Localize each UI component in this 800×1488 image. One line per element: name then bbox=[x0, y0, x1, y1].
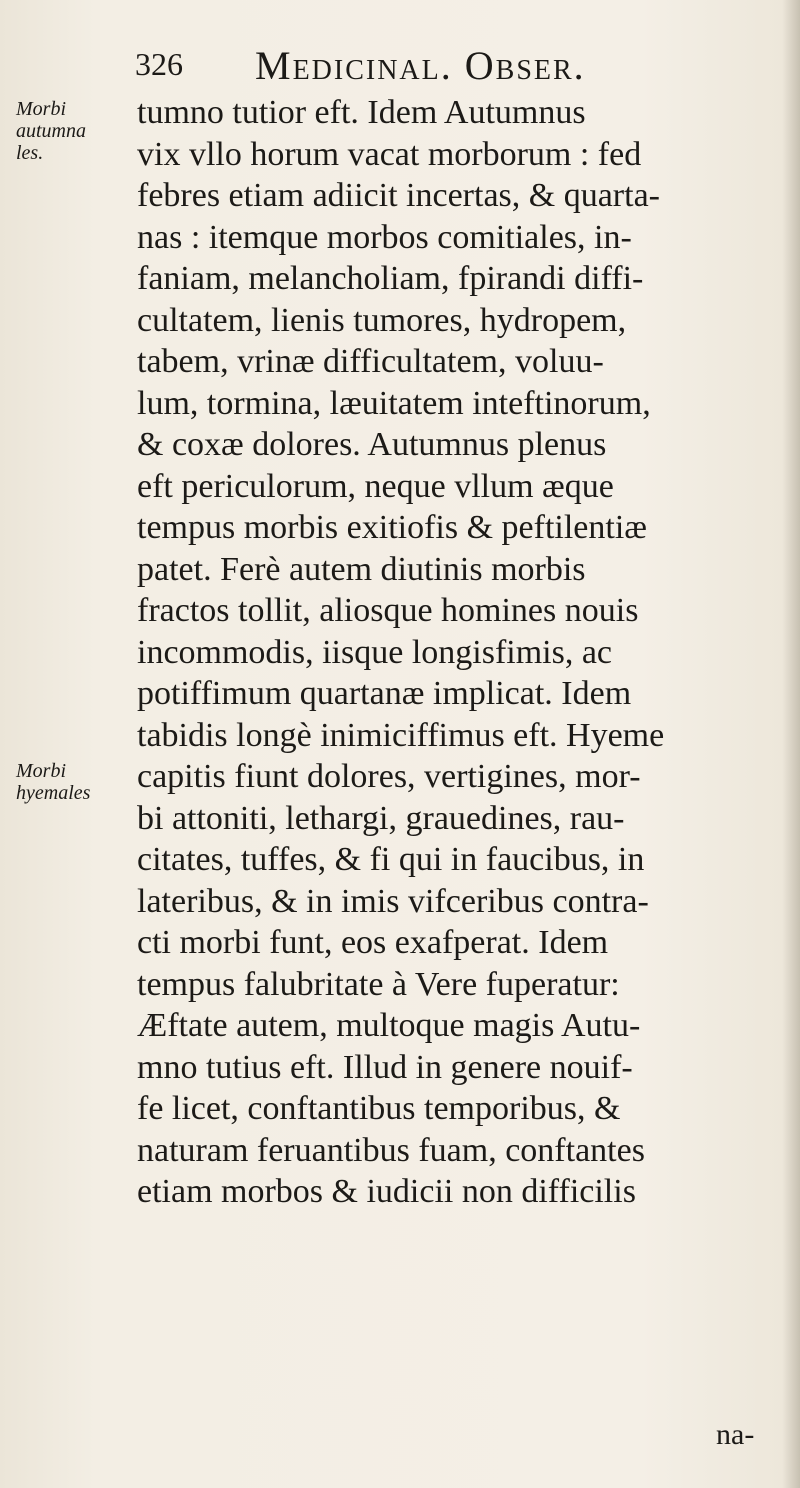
page-header bbox=[135, 40, 775, 96]
margin-note-line: Morbi bbox=[16, 98, 66, 120]
catchword: na- bbox=[716, 1418, 755, 1451]
text-line: tumno tutior eft. Idem Autumnus bbox=[137, 94, 586, 131]
text-line: cti morbi funt, eos exafperat. Idem bbox=[137, 924, 609, 961]
margin-note-line: autumna bbox=[16, 120, 86, 142]
margin-note-line: hyemales bbox=[16, 782, 91, 804]
text-line: faniam, melancholiam, fpirandi diffi- bbox=[137, 260, 644, 297]
text-line: mno tutius eft. Illud in genere nouif- bbox=[137, 1048, 633, 1086]
text-line: citates, tuffes, & fi qui in faucibus, in bbox=[137, 841, 645, 878]
text-line: patet. Ferè autem diutinis morbis bbox=[137, 550, 586, 588]
page-number: 326 bbox=[135, 46, 183, 82]
text-line: incommodis, iisque longisfimis, ac bbox=[137, 633, 613, 671]
text-line: tabem, vrinæ difficultatem, voluu- bbox=[137, 343, 604, 380]
text-line: bi attoniti, lethargi, grauedines, rau- bbox=[137, 799, 625, 837]
text-line: capitis fiunt dolores, vertigines, mor- bbox=[137, 758, 641, 795]
margin-note-line: les. bbox=[16, 142, 44, 164]
text-line: potiffimum quartanæ implicat. Idem bbox=[137, 675, 632, 712]
text-line: nas : itemque morbos comitiales, in- bbox=[137, 218, 632, 256]
text-line: fractos tollit, aliosque homines nouis bbox=[137, 592, 639, 629]
margin-note-autumn bbox=[16, 98, 126, 164]
text-line: tempus falubritate à Vere fuperatur: bbox=[137, 965, 620, 1003]
running-head: Medicinal. Obser. bbox=[255, 43, 586, 88]
text-line: tempus morbis exitiofis & peftilentiæ bbox=[137, 509, 647, 546]
text-line: vix vllo horum vacat morborum : fed bbox=[137, 135, 642, 173]
margin-note-line: Morbi bbox=[16, 760, 66, 782]
text-line: lateribus, & in imis vifceribus contra- bbox=[137, 882, 649, 920]
text-line: lum, tormina, læuitatem inteftinorum, bbox=[137, 384, 651, 422]
margin-note-winter bbox=[16, 760, 126, 804]
text-line: febres etiam adiicit incertas, & quarta- bbox=[137, 177, 660, 214]
text-line: etiam morbos & iudicii non difficilis bbox=[137, 1173, 636, 1210]
text-line: cultatem, lienis tumores, hydropem, bbox=[137, 301, 627, 339]
text-line: naturam feruantibus fuam, conftantes bbox=[137, 1131, 645, 1169]
text-line: tabidis longè inimiciffimus eft. Hyeme bbox=[137, 716, 665, 754]
text-line: Æftate autem, multoque magis Autu- bbox=[137, 1007, 641, 1044]
text-line: eft periculorum, neque vllum æque bbox=[137, 467, 614, 505]
text-line: & coxæ dolores. Autumnus plenus bbox=[137, 426, 607, 463]
body-text bbox=[137, 92, 787, 1213]
text-line: fe licet, conftantibus temporibus, & bbox=[137, 1090, 621, 1127]
